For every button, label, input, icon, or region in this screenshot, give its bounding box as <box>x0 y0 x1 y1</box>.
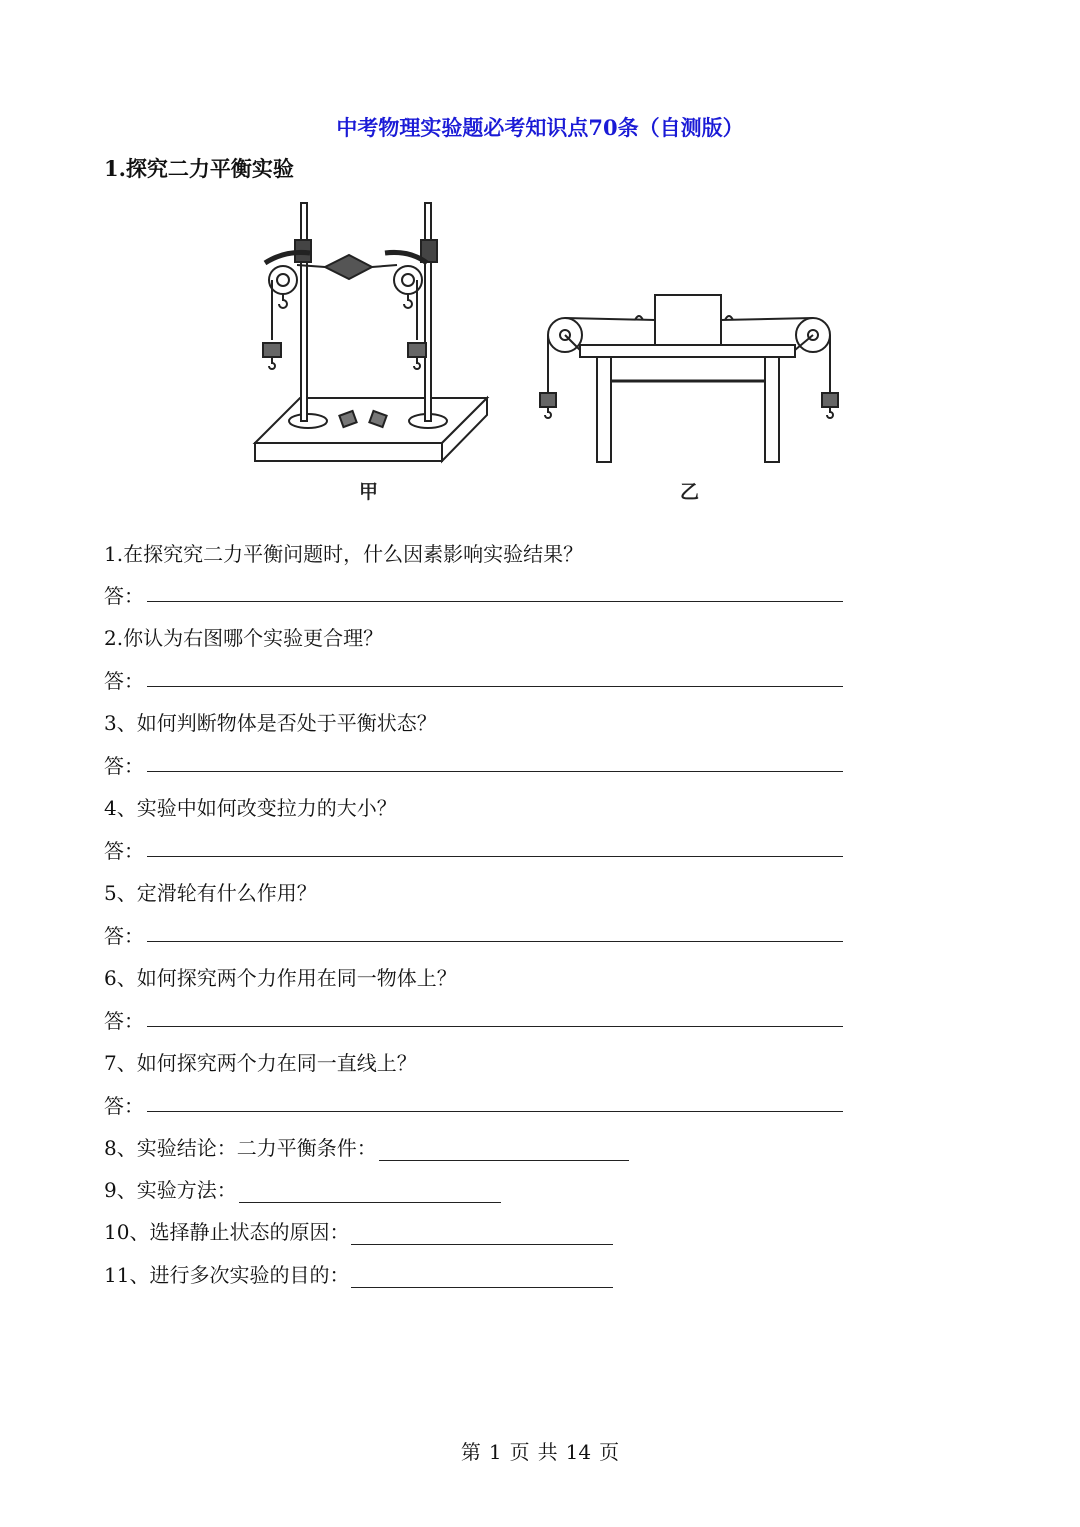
answer-label-4: 答： <box>104 839 144 863</box>
question-4: 4、实验中如何改变拉力的大小？ <box>104 796 397 820</box>
answer-line-5[interactable] <box>147 941 843 942</box>
fill-item-8-label: 8、实验结论：二力平衡条件： <box>104 1136 377 1160</box>
apparatus-yi <box>540 295 838 462</box>
footer-page-label: 第 <box>460 1440 481 1464</box>
answer-label-3: 答： <box>104 754 144 778</box>
answer-label-7: 答： <box>104 1094 144 1118</box>
page-footer <box>0 1436 1080 1465</box>
question-2: 2.你认为右图哪个实验更合理？ <box>104 626 384 650</box>
answer-label-5: 答： <box>104 924 144 948</box>
answer-label-6: 答： <box>104 1009 144 1033</box>
answer-line-4[interactable] <box>147 856 843 857</box>
footer-total-pages: 14 <box>565 1440 592 1464</box>
fill-item-10-label: 10、选择静止状态的原因： <box>104 1220 350 1244</box>
experiment-figure <box>225 195 850 515</box>
footer-total-label: 共 <box>537 1440 558 1464</box>
section-title: 1.探究二力平衡实验 <box>104 156 294 181</box>
answer-line-2[interactable] <box>147 686 843 687</box>
footer-page-unit: 页 <box>509 1440 530 1464</box>
figure-label-yi: 乙 <box>680 482 700 503</box>
question-7: 7、如何探究两个力在同一直线上？ <box>104 1051 417 1075</box>
answer-line-3[interactable] <box>147 771 843 772</box>
fill-blank-8[interactable] <box>379 1140 629 1161</box>
fill-item-9-label: 9、实验方法： <box>104 1178 237 1202</box>
answer-line-1[interactable] <box>147 601 843 602</box>
answer-label-1: 答： <box>104 584 144 608</box>
footer-page-number: 1 <box>488 1440 502 1464</box>
answer-line-7[interactable] <box>147 1111 843 1112</box>
fill-blank-10[interactable] <box>351 1224 613 1245</box>
fill-item-11 <box>104 1259 613 1288</box>
footer-total-unit: 页 <box>599 1440 620 1464</box>
document-title: 中考物理实验题必考知识点70条（自测版） <box>336 115 744 140</box>
fill-item-10 <box>104 1216 613 1245</box>
figure-label-jia: 甲 <box>359 482 379 503</box>
question-5: 5、定滑轮有什么作用？ <box>104 881 317 905</box>
apparatus-jia <box>255 203 487 461</box>
answer-line-6[interactable] <box>147 1026 843 1027</box>
question-6: 6、如何探究两个力作用在同一物体上？ <box>104 966 457 990</box>
fill-item-9 <box>104 1174 501 1203</box>
fill-blank-9[interactable] <box>239 1182 501 1203</box>
question-1: 1.在探究究二力平衡问题时，什么因素影响实验结果？ <box>104 542 584 566</box>
answer-label-2: 答： <box>104 669 144 693</box>
fill-blank-11[interactable] <box>351 1267 613 1288</box>
question-3: 3、如何判断物体是否处于平衡状态？ <box>104 711 437 735</box>
fill-item-8 <box>104 1132 629 1161</box>
fill-item-11-label: 11、进行多次实验的目的： <box>104 1263 350 1287</box>
